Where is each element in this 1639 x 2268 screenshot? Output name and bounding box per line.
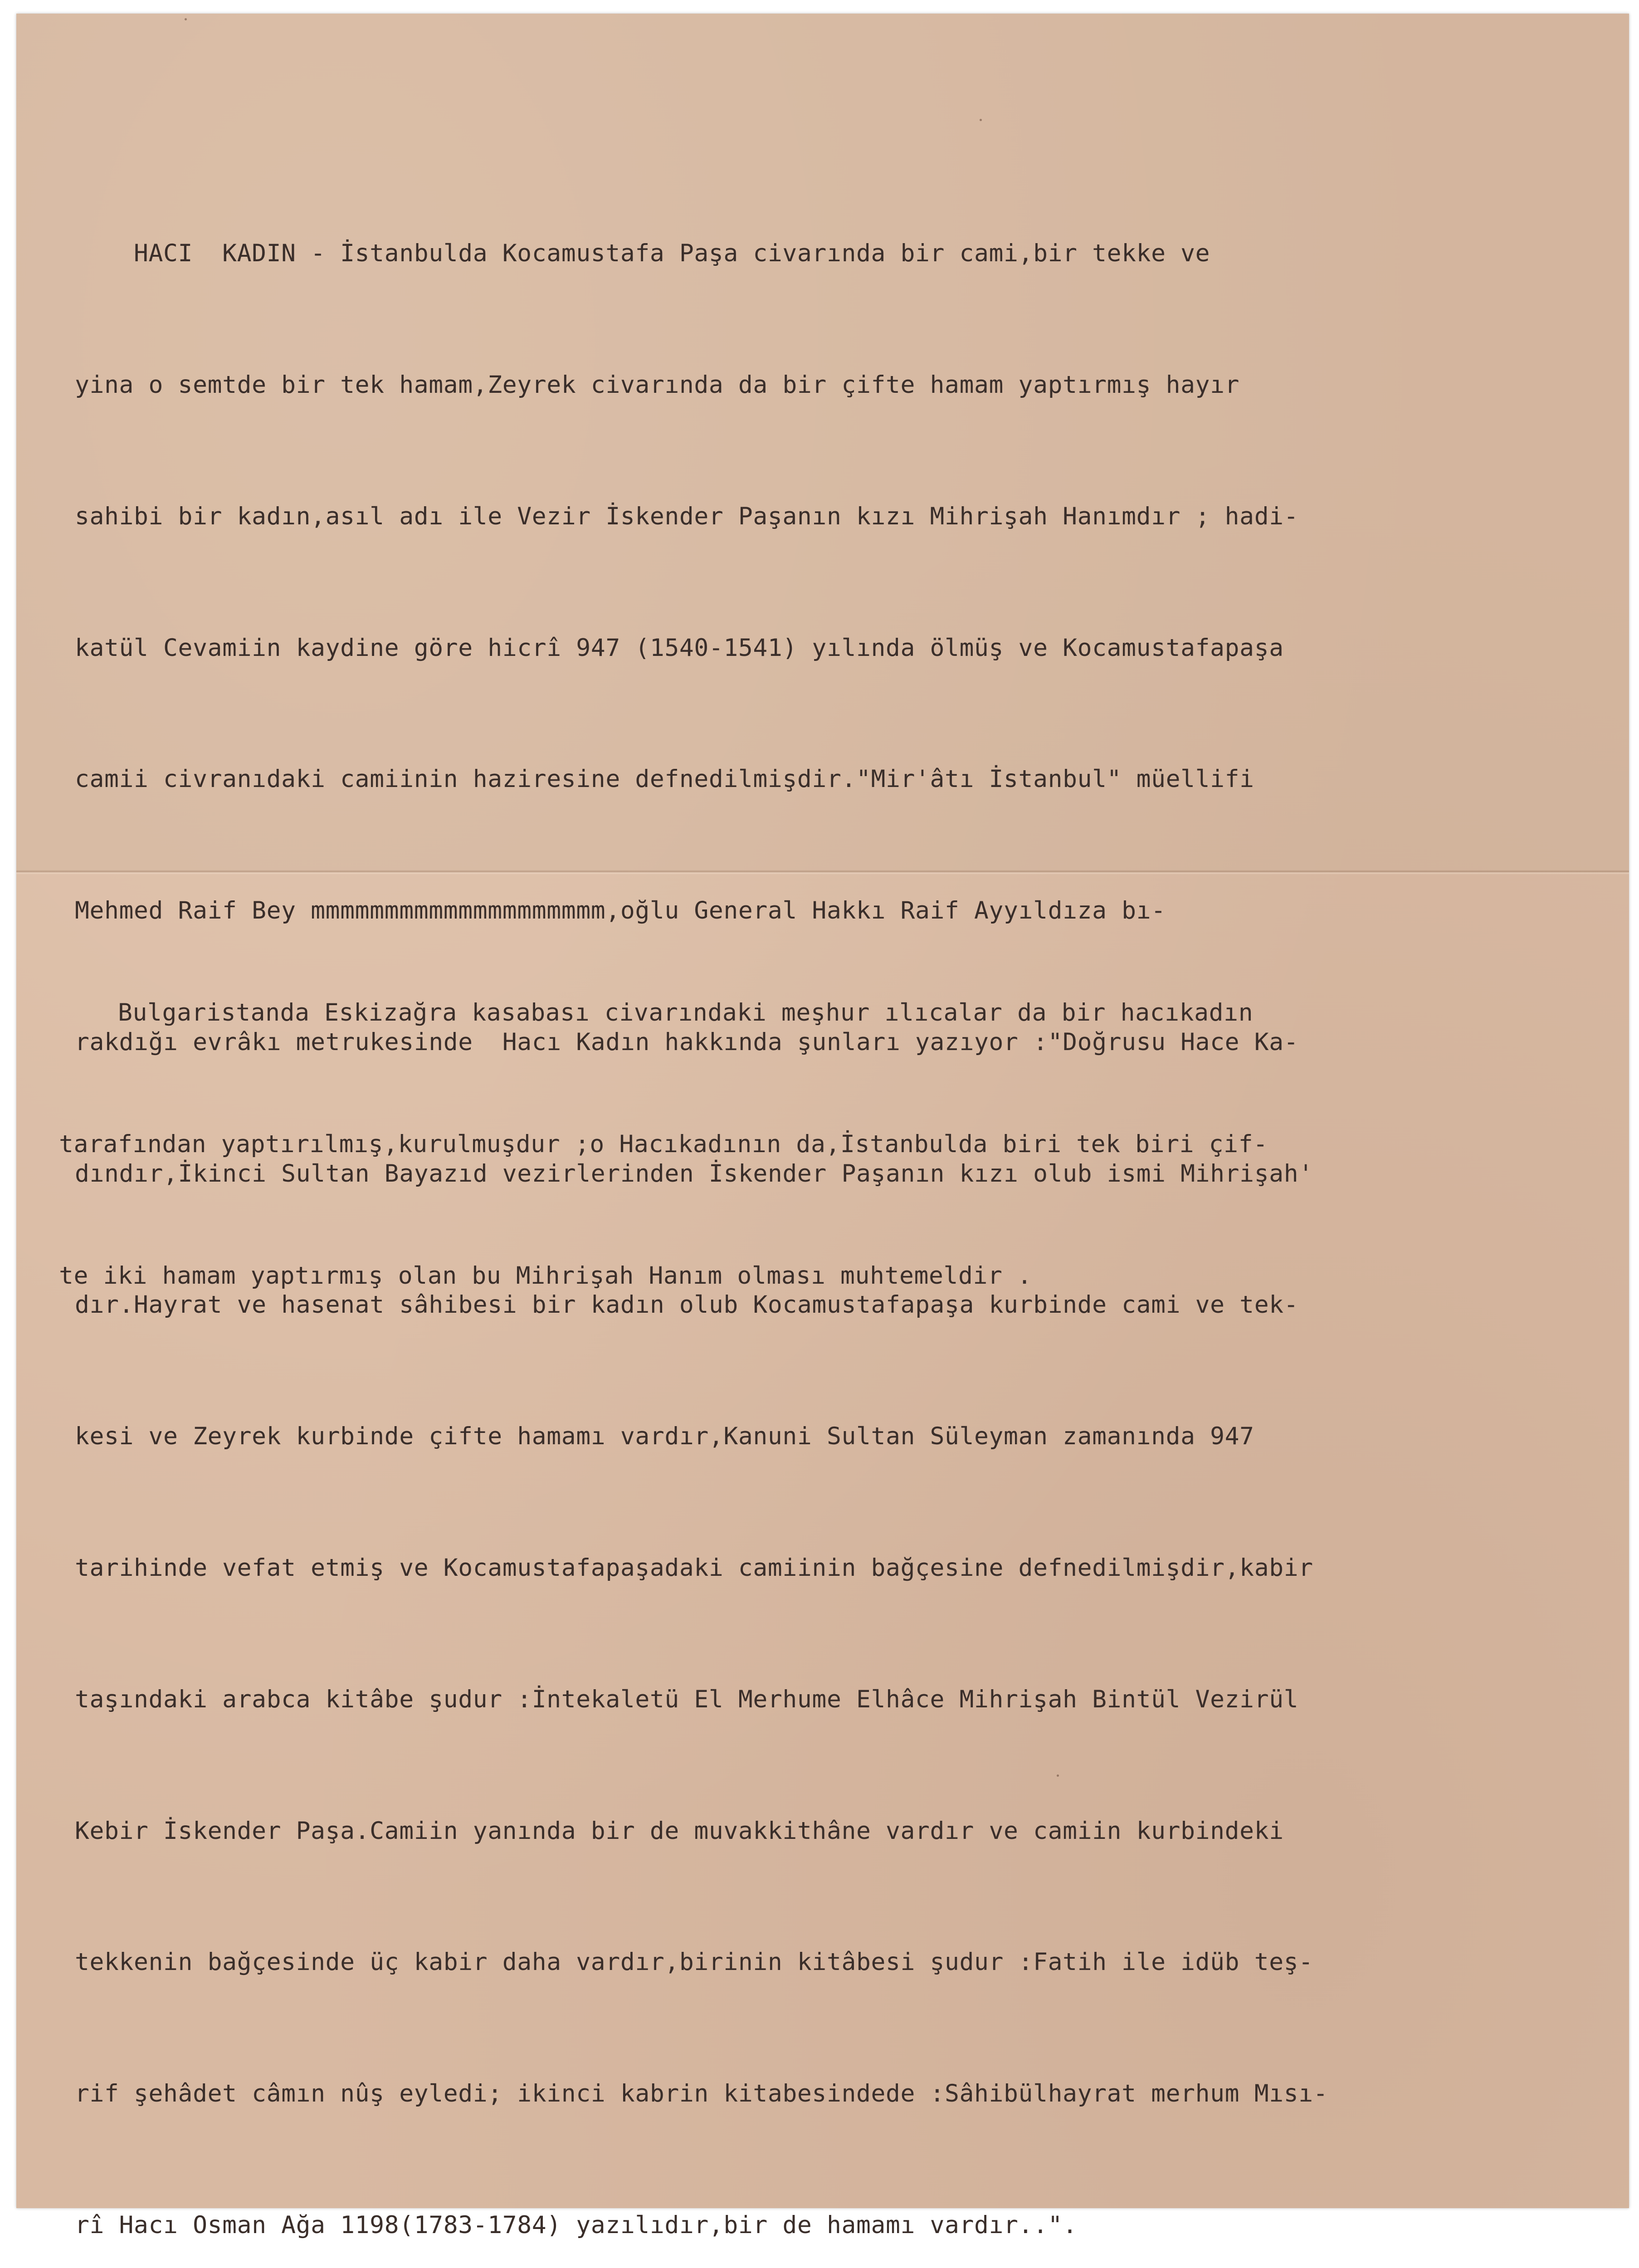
text-line: taşındaki arabca kitâbe şudur :İntekaletü El Merhume Elhâce Mihrişah Bintül Vezirül [75,1685,1299,1713]
text-line: rî Hacı Osman Ağa 1198(1783-1784) yazılıdır,bir de hamamı vardır..". [75,2211,1078,2239]
text-line: tarihinde vefat etmiş ve Kocamustafapaşadaki camiinin bağçesine defnedilmişdir,kabir [75,1554,1313,1582]
paper-speck [980,119,982,121]
typed-paragraph-2 [59,904,1610,1342]
paper-speck [185,18,187,20]
text-line: rif şehâdet câmın nûş eyledi; ikinci kabrin kitabesindede :Sâhibülhayrat merhum Mısı- [75,2080,1328,2108]
text-line: katül Cevamiin kaydine göre hicrî 947 (1540-1541) yılında ölmüş ve Kocamustafapaşa [75,634,1284,662]
text-line: tekkenin bağçesinde üç kabir daha vardır,birinin kitâbesi şudur :Fatih ile idüb teş- [75,1948,1313,1976]
text-line: sahibi bir kadın,asıl adı ile Vezir İskender Paşanın kızı Mihrişah Hanımdır ; hadi- [75,502,1299,530]
text-line: kesi ve Zeyrek kurbinde çifte hamamı vardır,Kanuni Sultan Süleyman zamanında 947 [75,1422,1254,1451]
text-line: Bulgaristanda Eskizağra kasabası civarındaki meşhur ılıcalar da bir hacıkadın [59,999,1254,1027]
text-line: yina o semtde bir tek hamam,Zeyrek civarında da bir çifte hamam yaptırmış hayır [75,371,1240,399]
text-line: HACI KADIN - İstanbulda Kocamustafa Paşa civarında bir cami,bir tekke ve [75,240,1210,268]
text-line: Kebir İskender Paşa.Camiin yanında bir de muvakkithâne vardır ve camiin kurbindeki [75,1817,1284,1845]
text-line: camii civranıdaki camiinin haziresine defnedilmişdir."Mir'âtı İstanbul" müellifi [75,765,1254,793]
text-line: Mehmed Raif Bey mmmmmmmmmmmmmmmmmmmm,oğlu General Hakkı Raif Ayyıldıza bı- [75,897,1166,925]
text-line: dındır,İkinci Sultan Bayazıd vezirlerinden İskender Paşanın kızı olub ismi Mihrişah' [75,1159,1313,1188]
text-line: tarafından yaptırılmış,kurulmuşdur ;o Hacıkadının da,İstanbulda biri tek biri çif- [59,1130,1268,1158]
text-line: te iki hamam yaptırmış olan bu Mihrişah Hanım olması muhtemeldir . [59,1261,1032,1290]
text-line: rakdığı evrâkı metrukesinde Hacı Kadın hakkında şunları yazıyor :"Doğrusu Hace Ka- [75,1028,1299,1056]
text-line: dır.Hayrat ve hasenat sâhibesi bir kadın olub Kocamustafapaşa kurbinde cami ve tek- [75,1291,1299,1319]
